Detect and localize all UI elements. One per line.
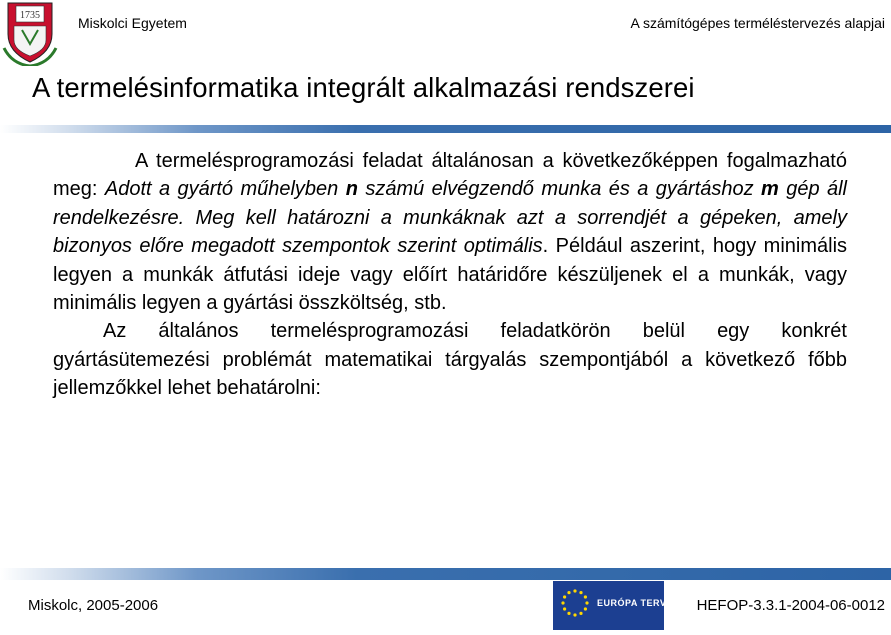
footer-location-date: Miskolc, 2005-2006 <box>28 597 159 614</box>
slide-body <box>53 147 847 403</box>
header-divider-bar <box>0 125 891 133</box>
eu-stars-icon <box>553 581 597 630</box>
eu-logo-label: EURÓPA TERV <box>597 598 667 608</box>
body-paragraph-2: Az általános termelésprogramozási feladatkörön belül egy konkrét gyártásütemezési problémát matematikai tárgyalás szempontjából a következő főbb jellemzőkkel lehet behatárolni: <box>53 320 847 400</box>
header-institution: Miskolci Egyetem <box>78 15 187 31</box>
footer-project-code: HEFOP-3.3.1-2004-06-0012 <box>696 597 885 614</box>
body-paragraph-1: A termelésprogramozási feladat általánosan a következőképpen fogalmazható meg: Adott a gyártó műhelyben n számú elvégzendő munka és a gyártáshoz m gép áll rendelkezésre. Meg kell határozni a munkáknak azt a sorrendjét a gépeken, amely bizonyos előre megadott szempontok szerint optimális. Például aszerint, hogy minimális legyen a munkák átfutási ideje vagy előírt határidőre készüljenek el a munkák, vagy minimális legyen a gyártási összköltség, stb. <box>53 150 848 315</box>
footer-divider-bar <box>0 568 891 580</box>
svg-text:1735: 1735 <box>20 10 40 21</box>
eu-flag-logo <box>553 581 667 630</box>
slide-title: A termelésinformatika integrált alkalmazási rendszerei <box>32 72 695 103</box>
university-logo <box>2 0 58 66</box>
header-course-title: A számítógépes terméléstervezés alapjai <box>630 15 885 31</box>
